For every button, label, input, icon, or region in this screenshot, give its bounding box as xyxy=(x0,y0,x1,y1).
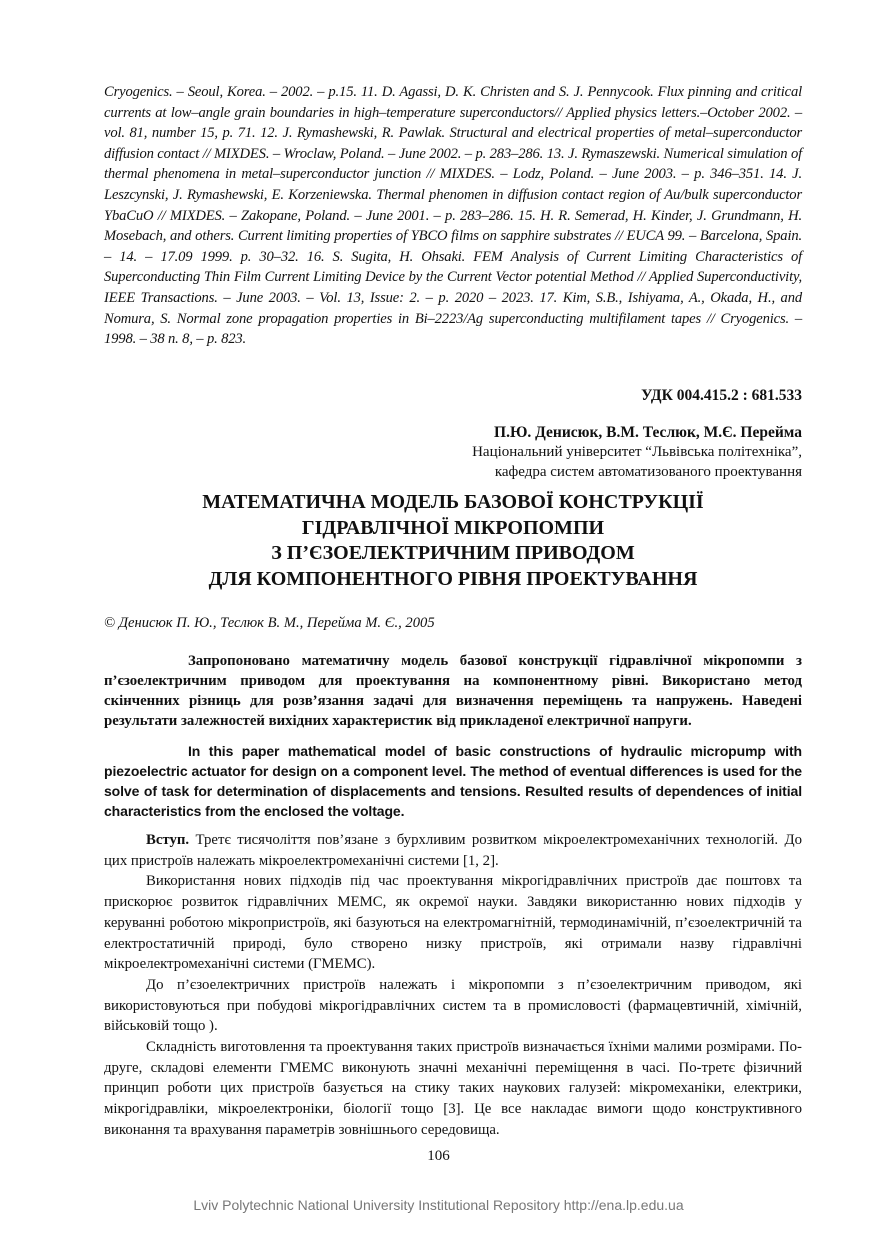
affiliation-department: кафедра систем автоматизованого проектування xyxy=(494,464,802,480)
udk-code: УДК 004.415.2 : 681.533 xyxy=(641,387,802,404)
abstract-english: In this paper mathematical model of basic constructions of hydraulic micropump with piezoelectric actuator for design on a component level. The method of eventual differences is used for the solve of task for determination of displacements and tensions. Resulted results of dependences of initial characteristics from the enclosed the voltage. xyxy=(104,743,802,819)
title-line: ГІДРАВЛІЧНОЇ МІКРОПОМПИ xyxy=(301,516,605,539)
body-paragraph: До п’єзоелектричних пристроїв належать і мікропомпи з п’єзоелектричним приводом, які використовуються при побудові мікрогідравлічних систем та в промисловості (фармацевтичній, хімічній, військовій тощо ). xyxy=(104,976,802,1035)
title-line: З П’ЄЗОЕЛЕКТРИЧНИМ ПРИВОДОМ xyxy=(271,542,635,564)
repository-footer: Lviv Polytechnic National University Institutional Repository http://ena.lp.edu.ua xyxy=(193,1197,684,1213)
body-paragraph: Використання нових підходів під час проектування мікрогідравлічних пристроїв дає поштовх та прискорює розвиток гідравлічних МЕМС, як окремої науки. Завдяки використанню нових підходів у керуванні роботою мікропристроїв, які базуються на електромагнітній, термодинамічній, п’єзоелектричній та електростатичній природі, було створено низку пристроїв, які отримали назву гідравлічні мікроелектромеханічні системи (ГМЕМС). xyxy=(104,873,802,973)
references-block xyxy=(104,82,802,350)
article-body xyxy=(104,830,802,1141)
authors: П.Ю. Денисюк, В.М. Теслюк, М.Є. Перейма xyxy=(494,424,802,441)
body-paragraph: Складність виготовлення та проектування таких пристроїв визначається їхніми малими розмірами. По-друге, складові елементи ГМЕМС виконують значні механічні переміщення в часі. По-третє фізичний принцип роботи цих пристроїв базується на стику таких наукових галузей: мікромеханіки, електрики, мікрогідравліки, мікроелектроніки, біології тощо [3]. Це все накладає вимоги щодо конструктивного виконання та врахування параметрів зовнішнього середовища. xyxy=(104,1039,802,1138)
references-text: Cryogenics. – Seoul, Korea. – 2002. – p.15. 11. D. Agassi, D. K. Christen and S. J. Pennycook. Flux pinning and critical currents at low–angle grain boundaries in high–temperature superconductors// Applied physics letters.–October 2002. – vol. 81, number 15, p. 71. 12. J. Rymashewski, R. Pawlak. Structural and electrical properties of metal–superconductor diffusion contact // MIXDES. – Wroclaw, Poland. – June 2002. – p. 283–286. 13. J. Rymaszewski. Numerical simulation of thermal phenomena in metal–superconductor junction // MIXDES. – Lodz, Poland. – June 2003. – p. 346–351. 14. J. Leszcynski, J. Rymashewski, E. Korzeniewska. Thermal phenomen in diffusion contact region of Au/bulk superconductor YbaCuO // MIXDES. – Zakopane, Poland. – June 2001. – p. 283–286. 15. H. R. Semerad, H. Kinder, J. Grundmann, H. Mosebach, and others. Current limiting properties of YBCO films on sapphire substrates // EUCA 99. – Barcelona, Spain. – 14. – 17.09 1999. p. 30–32. 16. S. Sugita, H. Ohsaki. FEM Analysis of Current Limiting Characteristics of Superconducting Thin Film Current Limiting Device by the Current Vector potential Method // Applied Superconductivity, IEEE Transactions. – June 2003. – Vol. 13, Issue: 2. – p. 2020 – 2023. 17. Kim, S.B., Ishiyama, A., Okada, H., and Nomura, S. Normal zone propagation properties in Bi–2223/Ag superconducting multifilament tapes // Cryogenics. – 1998. – 38 n. 8, – p. 823. xyxy=(104,84,802,348)
title-line: ДЛЯ КОМПОНЕНТНОГО РІВНЯ ПРОЕКТУВАННЯ xyxy=(208,567,698,590)
abstract-ukrainian: Запропоновано математичну модель базової конструкції гідравлічної мікропомпи з п’єзоелектричним приводом для проектування на компонентному рівні. Використано метод скінченних різниць для розв’язання задачі для визначення переміщень та напружень. Наведені результати залежностей вихідних характеристик від прикладеної електричної напруги. xyxy=(104,653,802,729)
title-line: МАТЕМАТИЧНА МОДЕЛЬ БАЗОВОЇ КОНСТРУКЦІЇ xyxy=(202,491,704,513)
intro-paragraph xyxy=(104,830,802,871)
article-title xyxy=(104,490,802,592)
affiliation-university: Національний університет “Львівська політехніка”, xyxy=(472,444,802,460)
intro-lead: Вступ. xyxy=(146,832,190,848)
page-number: 106 xyxy=(427,1148,450,1164)
copyright-line: © Денисюк П. Ю., Теслюк В. М., Перейма М. Є., 2005 xyxy=(104,615,435,631)
intro-text: Третє тисячоліття пов’язане з бурхливим розвитком мікроелектромеханічних технологій. До цих пристроїв належать мікроелектромеханічні системи [1, 2]. xyxy=(104,832,802,869)
